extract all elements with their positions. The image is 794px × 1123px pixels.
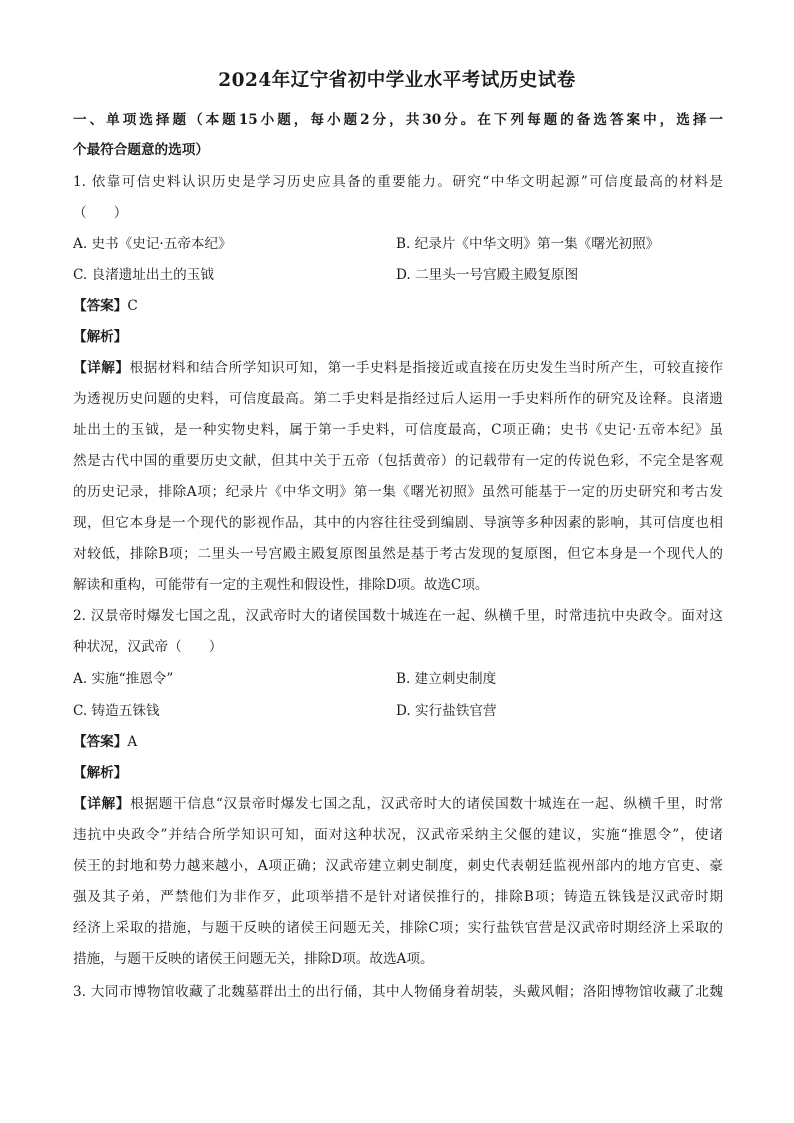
q1-detail-line-2: 为透视历史问题的史料，可信度最高。第二手史料是指经过后人运用一手史料所作的研究及诠释。良渚遗 — [73, 391, 723, 407]
q1-detail-line-7: 对较低，排除B项；二里头一号宫殿主殿复原图虽然是基于考古发现的复原图，但它本身是一个现代人的 — [73, 546, 723, 562]
page-title: 2024年辽宁省初中学业水平考试历史试卷 — [218, 70, 576, 91]
section-heading-line-2: 个最符合题意的选项） — [73, 142, 209, 158]
q1-detail-line-3: 址出土的玉钺，是一种实物史料，属于第一手史料，可信度最高，C项正确；史书《史记·五帝本纪》虽 — [73, 422, 723, 438]
q2-option-b: B. 建立刺史制度 — [396, 671, 497, 687]
q1-option-d: D. 二里头一号宫殿主殿复原图 — [396, 267, 579, 283]
answer-tag: 【答案】 — [73, 298, 128, 314]
q2-analysis-tag: 【解析】 — [73, 765, 128, 781]
q2-stem-line-1: 2. 汉景帝时爆发七国之乱，汉武帝时大的诸侯国数十城连在一起、纵横千里，时常违抗中央政令。面对这 — [73, 608, 723, 624]
detail-tag: 【详解】 — [73, 796, 131, 812]
q2-option-d: D. 实行盐铁官营 — [396, 703, 497, 719]
q1-detail-line-5: 的历史记录，排除A项；纪录片《中华文明》第一集《曙光初照》虽然可能基于一定的历史研究和考古发 — [73, 484, 723, 500]
q1-analysis-tag: 【解析】 — [73, 329, 128, 345]
q2-option-c: C. 铸造五铢钱 — [73, 703, 160, 719]
q1-detail-line-4: 然是古代中国的重要历史文献，但其中关于五帝（包括黄帝）的记载带有一定的传说色彩，不完全是客观 — [73, 453, 723, 469]
q2-option-a: A. 实施“推恩令” — [73, 671, 174, 687]
q1-detail-line-1 — [73, 359, 723, 377]
q2-detail-line-6: 措施，与题干反映的诸侯王问题无关，排除D项。故选A项。 — [73, 951, 434, 967]
q2-detail-line-3: 侯王的封地和势力越来越小，A项正确；汉武帝建立刺史制度，刺史代表朝廷监视州部内的地方官吏、豪 — [73, 858, 723, 874]
q1-answer — [73, 297, 723, 315]
q3-stem-line-1: 3. 大同市博物馆收藏了北魏墓群出土的出行俑，其中人物俑身着胡装，头戴风帽；洛阳博物馆收藏了北魏 — [73, 984, 723, 1000]
q1-option-b: B. 纪录片《中华文明》第一集《曙光初照》 — [396, 236, 660, 252]
q2-detail-text-1: 根据题干信息“汉景帝时爆发七国之乱，汉武帝时大的诸侯国数十城连在一起、纵横千里，时常 — [130, 796, 723, 812]
q1-option-c: C. 良渚遗址出土的玉钺 — [73, 267, 214, 283]
q1-answer-value: C — [127, 298, 138, 314]
q2-answer-value: A — [127, 734, 138, 750]
q1-stem-line-1: 1. 依靠可信史料认识历史是学习历史应具备的重要能力。研究“中华文明起源”可信度最高的材料是 — [73, 174, 723, 190]
q1-detail-line-8: 解读和重构，可能带有一定的主观性和假设性，排除D项。故选C项。 — [73, 577, 489, 593]
q2-detail-line-5: 经济上采取的措施，与题干反映的诸侯王问题无关，排除C项；实行盐铁官营是汉武帝时期经济上采取的 — [73, 920, 723, 936]
q2-detail-line-4: 强及其子弟，严禁他们为非作歹，此项举措不是针对诸侯推行的，排除B项；铸造五铢钱是汉武帝时期 — [73, 889, 723, 905]
section-heading-line-1: 一、单项选择题（本题15小题，每小题2分，共30分。在下列每题的备选答案中，选择一 — [73, 112, 723, 128]
answer-tag: 【答案】 — [73, 734, 128, 750]
q2-detail-line-1 — [73, 795, 723, 813]
q1-detail-text-1: 根据材料和结合所学知识可知，第一手史料是指接近或直接在历史发生当时所产生，可较直接作 — [129, 360, 723, 376]
detail-tag: 【详解】 — [73, 360, 130, 376]
q2-answer — [73, 733, 723, 751]
q2-stem-line-2: 种状况，汉武帝（ ） — [73, 639, 223, 655]
q1-option-a: A. 史书《史记·五帝本纪》 — [73, 236, 232, 252]
q1-detail-line-6: 现，但它本身是一个现代的影视作品，其中的内容往往受到编剧、导演等多种因素的影响，其可信度也相 — [73, 515, 723, 531]
q2-detail-line-2: 违抗中央政令”并结合所学知识可知，面对这种状况，汉武帝采纳主父偃的建议，实施“推恩令”，使诸 — [73, 827, 723, 843]
q1-stem-line-2: （ ） — [73, 205, 128, 221]
